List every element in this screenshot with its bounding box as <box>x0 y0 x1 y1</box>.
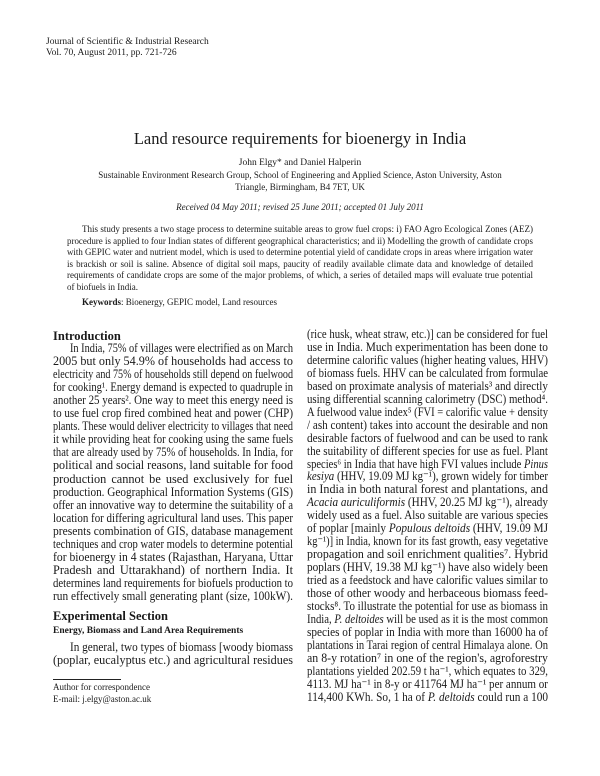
italic-text: P. deltoides <box>334 611 384 626</box>
keywords <box>82 297 277 307</box>
body-line <box>53 394 293 407</box>
line-text: an 8-y rotation⁷ in one of the region's, agroforestry <box>307 650 548 665</box>
line-text: with GEPIC water and nutrient model, which is used to determine potential yield of candidate crops in areas where irrigation water <box>67 247 533 258</box>
line-text: In India, 75% of villages were electrified as on March <box>70 341 293 355</box>
line-text: techniques and crop water models to determine potential <box>53 536 293 551</box>
line-text: using differential scanning calorimetry (DSC) method⁴. <box>307 391 548 406</box>
line-text: in India in both natural forest and plantations, and <box>307 482 548 497</box>
body-line <box>53 381 293 394</box>
line-text: based on proximate analysis of materials³ and directly <box>307 378 548 393</box>
line-text: another 25 years². One way to meet this energy need is <box>53 393 293 408</box>
line-text: for cooking¹. Energy demand is expected to quadruple in <box>53 380 293 395</box>
line-text: (poplar, eucalyptus etc.) and agricultural residues <box>53 653 293 668</box>
body-line <box>53 355 293 368</box>
line-text: is brackish or soil is saline. Absence of digital soil maps, paucity of readily available climate data and knowledge of detailed <box>67 258 533 269</box>
line-text: desirable factors of fuelwood and can be used to rank <box>307 430 548 445</box>
line-text: location for differing agricultural land uses. This paper <box>53 510 293 525</box>
text-segment: species⁶ in India that have high FVI values include <box>307 456 524 471</box>
body-line <box>307 691 548 704</box>
affiliation-line: Sustainable Environment Research Group, School of Engineering and Applied Science, Aston University, Aston <box>98 170 502 180</box>
body-line <box>53 446 293 459</box>
line-text: those of other woody and herbaceous biomass feed- <box>307 586 548 600</box>
body-line <box>53 538 293 551</box>
section-heading-introduction: Introduction <box>53 329 121 343</box>
italic-text: Populous deltoids <box>388 521 471 536</box>
line-text: species of poplar in India with more than 16000 ha of <box>307 624 548 639</box>
keywords-value: : Bioenergy, GEPIC model, Land resources <box>121 297 277 307</box>
line-text: widely used as a fuel. Also suitable are various species <box>307 508 548 523</box>
footnote-author: Author for correspondence <box>53 682 150 692</box>
body-line <box>70 342 293 355</box>
line-text: for bioenergy in 4 states (Rajasthan, Haryana, Uttar <box>53 549 293 564</box>
affiliation-line: Triangle, Birmingham, B4 7ET, UK <box>235 182 365 192</box>
line-text: to use fuel crop fired combined heat and power (CHP) <box>53 406 293 421</box>
italic-text: Pinus <box>523 456 548 471</box>
line-text: political and social reasons, land suitable for food <box>53 458 293 473</box>
line-text: plants. These would deliver electricity to villages that need <box>53 419 293 434</box>
footnote-divider <box>53 679 121 680</box>
line-text: (rice husk, wheat straw, etc.)] can be considered for fuel <box>307 327 548 341</box>
abstract-line <box>67 247 533 259</box>
line-text: offer an innovative way to determine the suitability of a <box>53 497 293 512</box>
body-line <box>53 512 293 525</box>
body-line <box>53 577 293 590</box>
line-text: / ash content) takes into account the desirable and non <box>307 417 548 432</box>
line-text: of biofuels in India. <box>67 282 138 292</box>
body-line <box>70 641 293 654</box>
line-text: plantations yielded 202.59 t ha⁻¹, which equates to 329, <box>307 663 548 678</box>
authors: John Elgy* and Daniel Halperin <box>238 158 362 168</box>
line-text: In general, two types of biomass [woody biomass <box>70 640 293 654</box>
line-text: production. Geographical Information Systems (GIS) <box>53 484 293 499</box>
abstract-line <box>67 236 533 248</box>
line-text: presents combination of GIS, database management <box>53 523 293 538</box>
italic-text: P. deltoids <box>427 689 475 704</box>
abstract-line <box>67 282 533 294</box>
line-text: poplars (HHV, 19.38 MJ kg⁻¹) have also widely been <box>307 560 548 575</box>
line-text: that are already used by 75% of households. In India, for <box>53 445 293 460</box>
line-text: requirements of candidate crops are some of the major problems, of which, a series of detailed maps will evaluate true potential <box>67 270 533 281</box>
text-segment: could run a 100 <box>474 689 548 704</box>
line-text: use in India. Much experimentation has been done to <box>307 339 548 354</box>
line-text: of biomass fuels. HHV can be calculated from formulae <box>307 365 548 380</box>
line-text: the suitability of different species for use as fuel. Plant <box>307 443 548 458</box>
line-text: it while providing heat for cooking using the same fuels <box>53 432 293 447</box>
text-segment: of poplar [mainly <box>307 521 389 536</box>
body-line <box>53 420 293 433</box>
body-line <box>53 590 293 603</box>
abstract-line <box>67 259 533 271</box>
section-heading-experimental: Experimental Section <box>53 609 168 623</box>
line-text: propagation and soil enrichment qualities⁷. Hybrid <box>307 547 548 562</box>
line-text <box>307 691 548 704</box>
line-text: Pradesh and Uttarakhand) of northern India. It <box>53 562 293 577</box>
italic-text: kesiya <box>307 469 335 484</box>
footnote-email: E-mail: j.elgy@aston.ac.uk <box>53 694 152 704</box>
subsection-heading: Energy, Biomass and Land Area Requirements <box>53 626 244 636</box>
body-line <box>53 433 293 446</box>
line-text: A fuelwood value index⁵ (FVI = calorific value + density <box>307 404 548 419</box>
text-segment: (HHV, 19.09 MJ <box>470 521 548 536</box>
line-text: tried as a feedstock and have calorific values similar to <box>307 573 548 588</box>
body-line <box>53 499 293 512</box>
body-line <box>53 525 293 538</box>
body-line <box>53 551 293 564</box>
text-segment: (HHV, 19.09 MJ kg⁻¹), grown widely for timber <box>334 469 548 484</box>
line-text: This study presents a two stage process to determine suitable areas to grow fuel crops: i) FAO Agro Ecological Zones (AEZ) <box>82 224 533 234</box>
line-text: plantations in Tarai region of central Himalaya alone. On <box>307 637 548 652</box>
body-line <box>53 564 293 577</box>
paper-title: Land resource requirements for bioenergy in India <box>133 129 467 148</box>
text-segment: (HHV, 20.25 MJ kg⁻¹), already <box>405 495 548 510</box>
line-text: stocks⁸. To illustrate the potential for use as biomass in <box>307 598 548 613</box>
text-segment: India, <box>307 611 335 626</box>
received-dates: Received 04 May 2011; revised 25 June 2011; accepted 01 July 2011 <box>176 202 424 212</box>
text-segment: 114,400 KWh. So, 1 ha of <box>307 689 428 704</box>
body-line <box>53 368 293 381</box>
line-text: 4113. MJ ha⁻¹ in 8-y or 411764 MJ ha⁻¹ per annum or <box>307 676 548 691</box>
body-line <box>53 486 293 499</box>
line-text: electricity and 75% of households still depend on fuelwood <box>53 367 293 382</box>
journal-name: Journal of Scientific & Industrial Research <box>46 37 209 47</box>
italic-text: Acacia auriculiformis <box>307 495 406 510</box>
line-text: kg⁻¹)] in India, known for its fast growth, easy vegetative <box>307 534 548 549</box>
line-text: 2005 but only 54.9% of households had access to <box>53 354 293 369</box>
text-segment: will be used as it is the most common <box>383 611 548 626</box>
abstract-line <box>67 270 533 282</box>
body-line <box>53 473 293 486</box>
body-line <box>53 459 293 472</box>
keywords-label: Keywords <box>82 297 121 307</box>
body-line <box>53 654 293 667</box>
line-text: production cannot be used exclusively for fuel <box>53 471 293 486</box>
line-text: procedure is applied to four Indian states of different geographical characteristics; and ii) Modelling the growth of candidate crops <box>67 235 533 246</box>
line-text: determines land requirements for biofuels production to <box>53 575 293 590</box>
body-line <box>53 407 293 420</box>
journal-volume: Vol. 70, August 2011, pp. 721-726 <box>46 48 177 58</box>
line-text: run effectively small generating plant (size, 100kW). <box>53 588 293 603</box>
abstract-line <box>82 224 533 236</box>
line-text: determine calorific values (higher heating values, HHV) <box>307 352 548 367</box>
